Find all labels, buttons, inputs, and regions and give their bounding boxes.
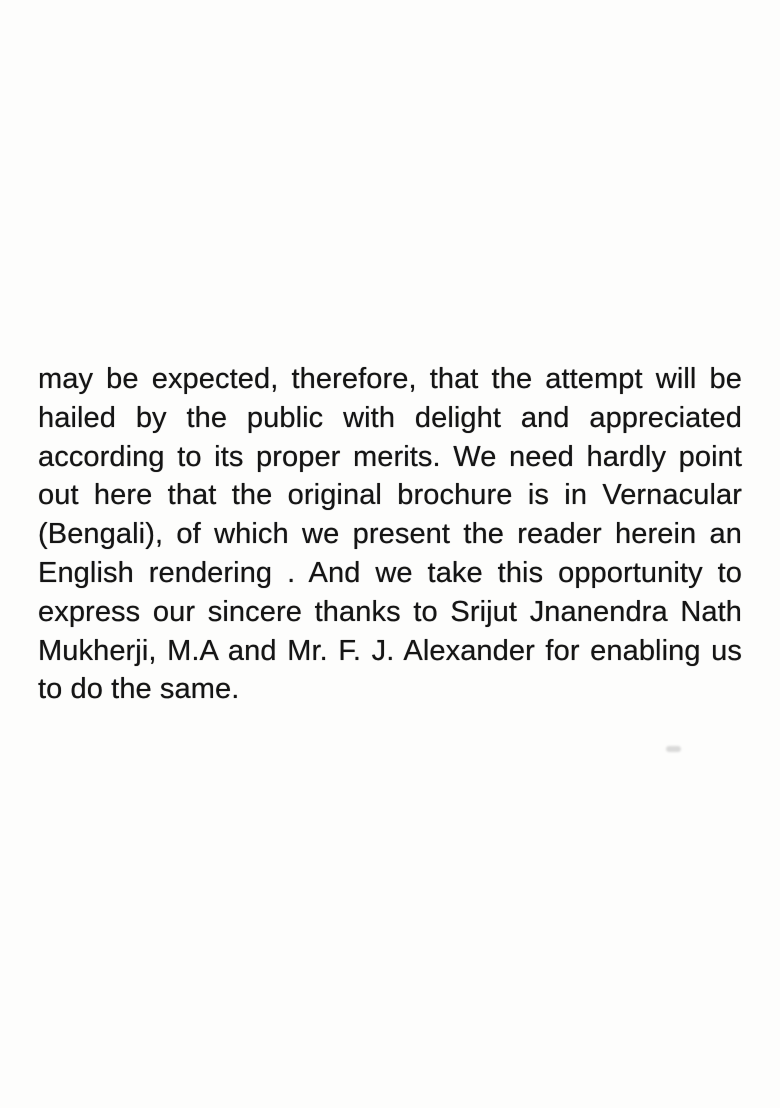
paragraph-line: according to its proper merits. We need hardly point [38, 440, 742, 473]
paragraph-line: (Bengali), of which we present the reader herein an [38, 518, 742, 551]
paragraph-line: out here that the original brochure is in Vernacular [38, 479, 742, 512]
paragraph-line: express our sincere thanks to Srijut Jnanendra Nath [38, 595, 742, 628]
paragraph-line: hailed by the public with delight and appreciated [38, 401, 742, 434]
scan-smudge-artifact [666, 746, 681, 752]
paragraph [38, 360, 742, 709]
paragraph-line: English rendering . And we take this opportunity to [38, 556, 742, 589]
paragraph-line: to do the same. [38, 673, 240, 706]
paragraph-line: may be expected, therefore, that the attempt will be [38, 363, 742, 395]
paragraph-line: Mukherji, M.A and Mr. F. J. Alexander for enabling us [38, 634, 742, 667]
